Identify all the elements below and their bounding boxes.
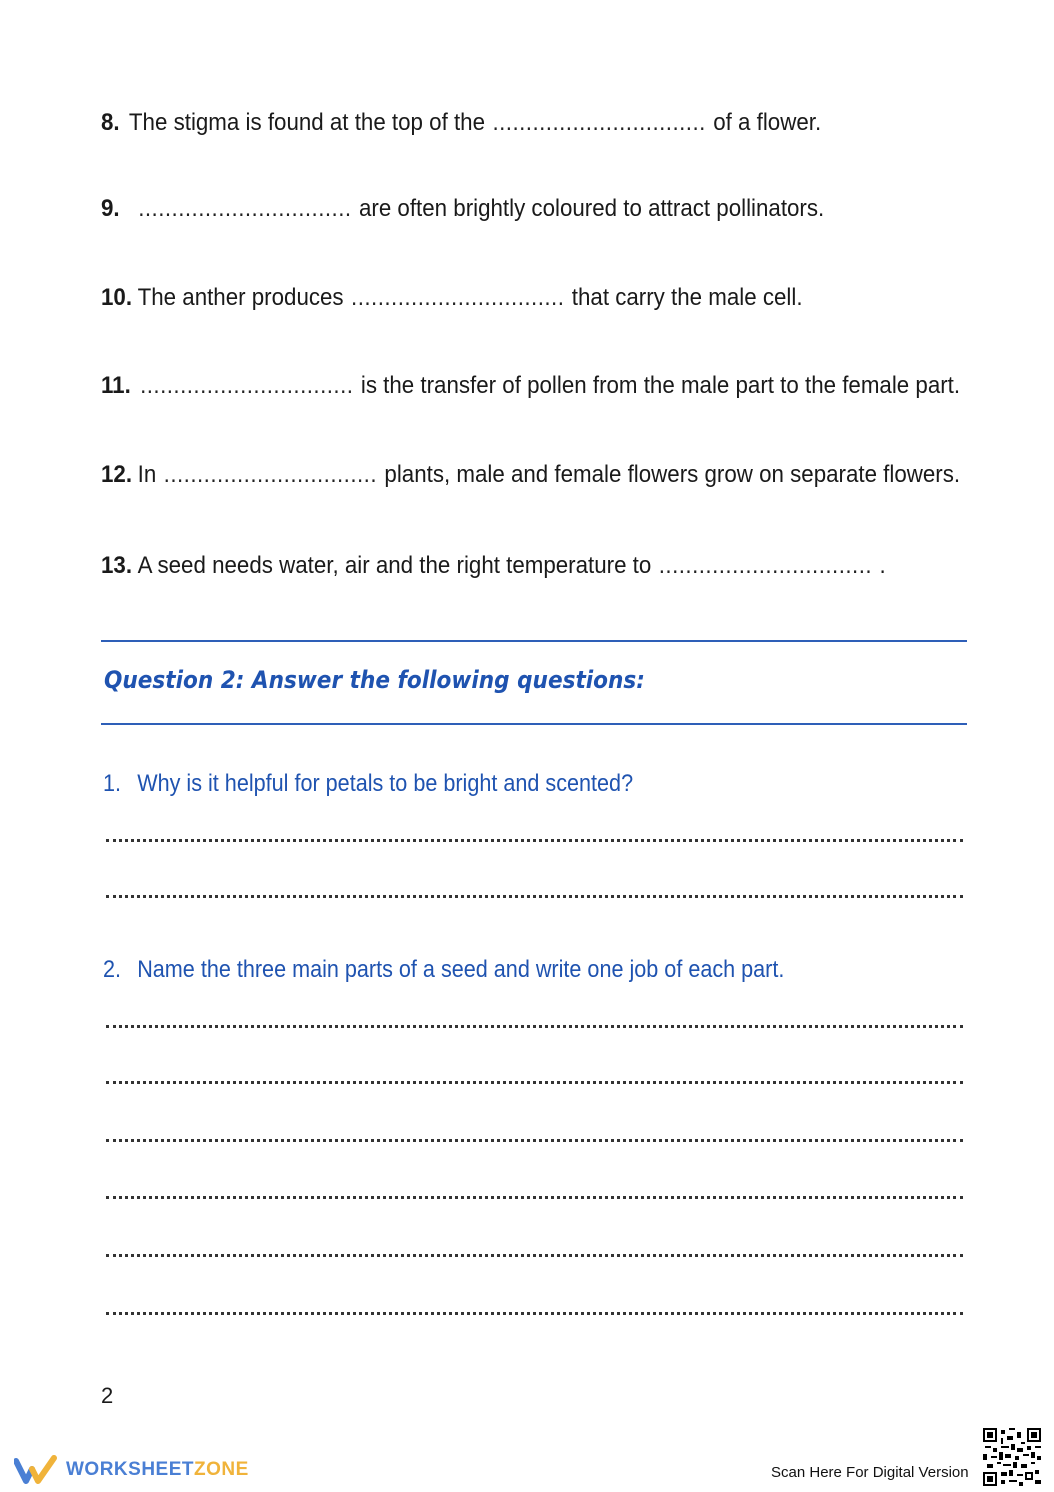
question-number: 12. — [101, 461, 133, 488]
answer-line[interactable] — [106, 1025, 963, 1028]
answer-line[interactable] — [106, 1196, 963, 1199]
question-number: 10. — [101, 284, 133, 311]
open-question-2 — [103, 956, 784, 984]
section-top-rule — [101, 640, 967, 642]
page-number: 2 — [101, 1383, 114, 1408]
qr-code-icon[interactable] — [983, 1428, 1041, 1486]
question-number: 1. — [103, 770, 122, 797]
worksheetzone-logo-icon — [14, 1455, 60, 1485]
open-question-1 — [103, 770, 633, 798]
question-13 — [101, 551, 886, 581]
question-12 — [101, 460, 960, 490]
question-number: 9. — [101, 195, 120, 222]
answer-blank[interactable]: ................................ — [351, 284, 565, 311]
question-text-after: are often brightly coloured to attract pollinators. — [358, 195, 825, 222]
question-11 — [101, 371, 960, 401]
question-text: Why is it helpful for petals to be bright and scented? — [137, 770, 634, 797]
section-title: Question 2: Answer the following questions: — [104, 666, 645, 694]
scan-text: Scan Here For Digital Version — [771, 1464, 969, 1481]
answer-line[interactable] — [106, 1139, 963, 1142]
question-10 — [101, 283, 803, 313]
question-number: 11. — [101, 372, 131, 399]
question-text-after: is the transfer of pollen from the male part to the female part. — [360, 372, 961, 399]
section-bottom-rule — [101, 723, 967, 725]
question-text-after: that carry the male cell. — [571, 284, 803, 311]
answer-line[interactable] — [106, 1081, 963, 1084]
answer-blank[interactable]: ................................ — [140, 372, 354, 399]
question-number: 8. — [101, 109, 120, 136]
brand-logo — [14, 1453, 249, 1487]
answer-line[interactable] — [106, 895, 963, 898]
question-number: 2. — [103, 956, 122, 983]
question-text-after: . — [879, 552, 886, 579]
answer-blank[interactable]: ................................ — [492, 109, 706, 136]
answer-line[interactable] — [106, 1254, 963, 1257]
question-text-before: The anther produces — [137, 284, 344, 311]
answer-blank[interactable]: ................................ — [658, 552, 873, 579]
answer-blank[interactable]: ................................ — [163, 461, 377, 488]
answer-line[interactable] — [106, 1312, 963, 1315]
question-text-before: In — [137, 461, 157, 488]
question-text: Name the three main parts of a seed and write one job of each part. — [137, 956, 785, 983]
question-9 — [101, 194, 824, 224]
question-text-before: The stigma is found at the top of the — [128, 109, 486, 136]
brand-name: WORKSHEETZONE — [66, 1459, 249, 1480]
question-text-before: A seed needs water, air and the right temperature to — [137, 552, 652, 579]
question-text-after: plants, male and female flowers grow on separate flowers. — [384, 461, 961, 488]
question-8 — [101, 108, 821, 138]
question-number: 13. — [101, 552, 133, 579]
answer-blank[interactable]: ................................ — [138, 195, 352, 222]
question-text-after: of a flower. — [713, 109, 822, 136]
answer-line[interactable] — [106, 839, 963, 842]
